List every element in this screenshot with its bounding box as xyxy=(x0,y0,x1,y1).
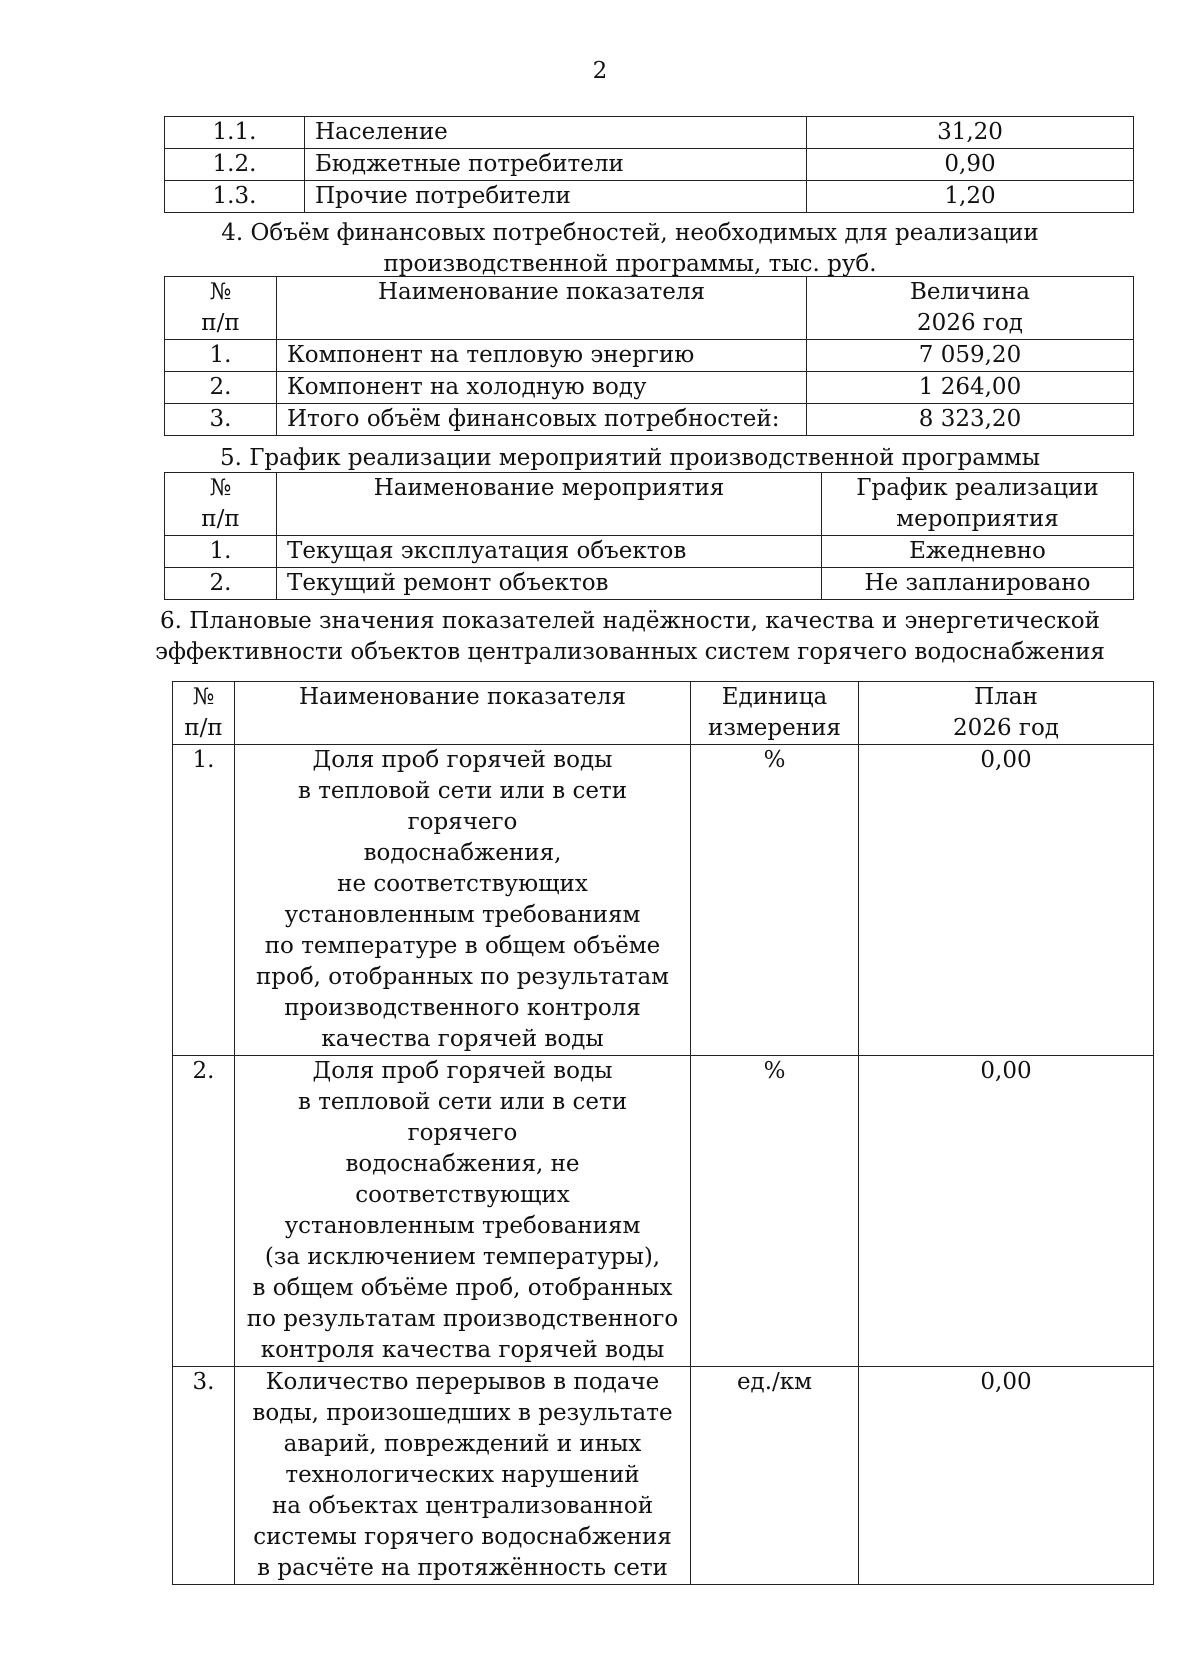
row-unit: ед./км xyxy=(691,1367,859,1585)
header-plan: План 2026 год xyxy=(859,682,1154,745)
table-row xyxy=(165,536,1134,568)
section5-title: 5. График реализации мероприятий производственной программы xyxy=(219,445,1041,471)
header-num: № п/п xyxy=(173,682,235,745)
row-number: 1.1. xyxy=(165,117,305,149)
section4-title-line2: производственной программы, тыс. руб. xyxy=(383,251,877,277)
row-number: 1. xyxy=(173,745,235,1056)
schedule-table xyxy=(164,472,1134,600)
row-value: 7 059,20 xyxy=(807,340,1134,372)
header-num: № п/п xyxy=(165,473,277,536)
row-plan: 0,00 xyxy=(859,745,1154,1056)
indicators-table xyxy=(172,681,1154,1585)
row-number: 1. xyxy=(165,536,277,568)
row-plan: 0,00 xyxy=(859,1367,1154,1585)
page-number: 2 xyxy=(592,58,608,84)
row-name: Доля проб горячей воды в тепловой сети или в сети горячего водоснабжения, не соответствующих установленным требованиям по температуре в общем объёме проб, отобранных по результатам производственного контроля качества горячей воды xyxy=(235,745,691,1056)
row-number: 3. xyxy=(173,1367,235,1585)
financial-needs-table xyxy=(164,276,1134,436)
section6-title-line1: 6. Плановые значения показателей надёжности, качества и энергетической xyxy=(160,608,1100,634)
row-name: Бюджетные потребители xyxy=(305,149,807,181)
header-num: № п/п xyxy=(165,277,277,340)
table-row xyxy=(165,340,1134,372)
row-name: Население xyxy=(305,117,807,149)
row-name: Количество перерывов в подаче воды, произошедших в результате аварий, повреждений и иных технологических нарушений на объектах централизованной системы горячего водоснабжения в расчёте на протяжённость сети xyxy=(235,1367,691,1585)
row-name: Компонент на холодную воду xyxy=(277,372,807,404)
section6-title-line2: эффективности объектов централизованных систем горячего водоснабжения xyxy=(155,639,1105,665)
row-value: 31,20 xyxy=(807,117,1134,149)
row-name: Доля проб горячей воды в тепловой сети или в сети горячего водоснабжения, не соответствующих установленным требованиям (за исключением температуры), в общем объёме проб, отобранных по результатам производственного контроля качества горячей воды xyxy=(235,1056,691,1367)
header-name: Наименование мероприятия xyxy=(277,473,822,536)
row-number: 2. xyxy=(165,568,277,600)
row-name: Компонент на тепловую энергию xyxy=(277,340,807,372)
row-number: 1.2. xyxy=(165,149,305,181)
table-row xyxy=(173,745,1154,1056)
header-name: Наименование показателя xyxy=(277,277,807,340)
row-value: 1,20 xyxy=(807,181,1134,213)
row-number: 1. xyxy=(165,340,277,372)
table-row xyxy=(165,372,1134,404)
header-schedule: График реализации мероприятия xyxy=(822,473,1134,536)
row-name: Текущая эксплуатация объектов xyxy=(277,536,822,568)
row-schedule: Не запланировано xyxy=(822,568,1134,600)
row-plan: 0,00 xyxy=(859,1056,1154,1367)
table-row xyxy=(165,149,1134,181)
header-value: Величина 2026 год xyxy=(807,277,1134,340)
section4-title xyxy=(150,218,1110,280)
table-row xyxy=(173,1367,1154,1585)
row-name: Текущий ремонт объектов xyxy=(277,568,822,600)
row-number: 2. xyxy=(165,372,277,404)
row-value: 0,90 xyxy=(807,149,1134,181)
section4-title-line1: 4. Объём финансовых потребностей, необходимых для реализации xyxy=(221,220,1039,246)
section6-title xyxy=(150,606,1110,668)
consumers-table xyxy=(164,116,1134,213)
row-number: 2. xyxy=(173,1056,235,1367)
table-row xyxy=(173,1056,1154,1367)
table-row xyxy=(165,404,1134,436)
row-number: 3. xyxy=(165,404,277,436)
header-name: Наименование показателя xyxy=(235,682,691,745)
table-row xyxy=(165,181,1134,213)
table-row xyxy=(165,568,1134,600)
row-name: Итого объём финансовых потребностей: xyxy=(277,404,807,436)
row-name: Прочие потребители xyxy=(305,181,807,213)
row-value: 1 264,00 xyxy=(807,372,1134,404)
table-row xyxy=(165,117,1134,149)
row-schedule: Ежедневно xyxy=(822,536,1134,568)
table-header-row xyxy=(165,473,1134,536)
table-header-row xyxy=(173,682,1154,745)
header-unit: Единица измерения xyxy=(691,682,859,745)
row-unit: % xyxy=(691,1056,859,1367)
row-unit: % xyxy=(691,745,859,1056)
table-header-row xyxy=(165,277,1134,340)
row-number: 1.3. xyxy=(165,181,305,213)
row-value: 8 323,20 xyxy=(807,404,1134,436)
